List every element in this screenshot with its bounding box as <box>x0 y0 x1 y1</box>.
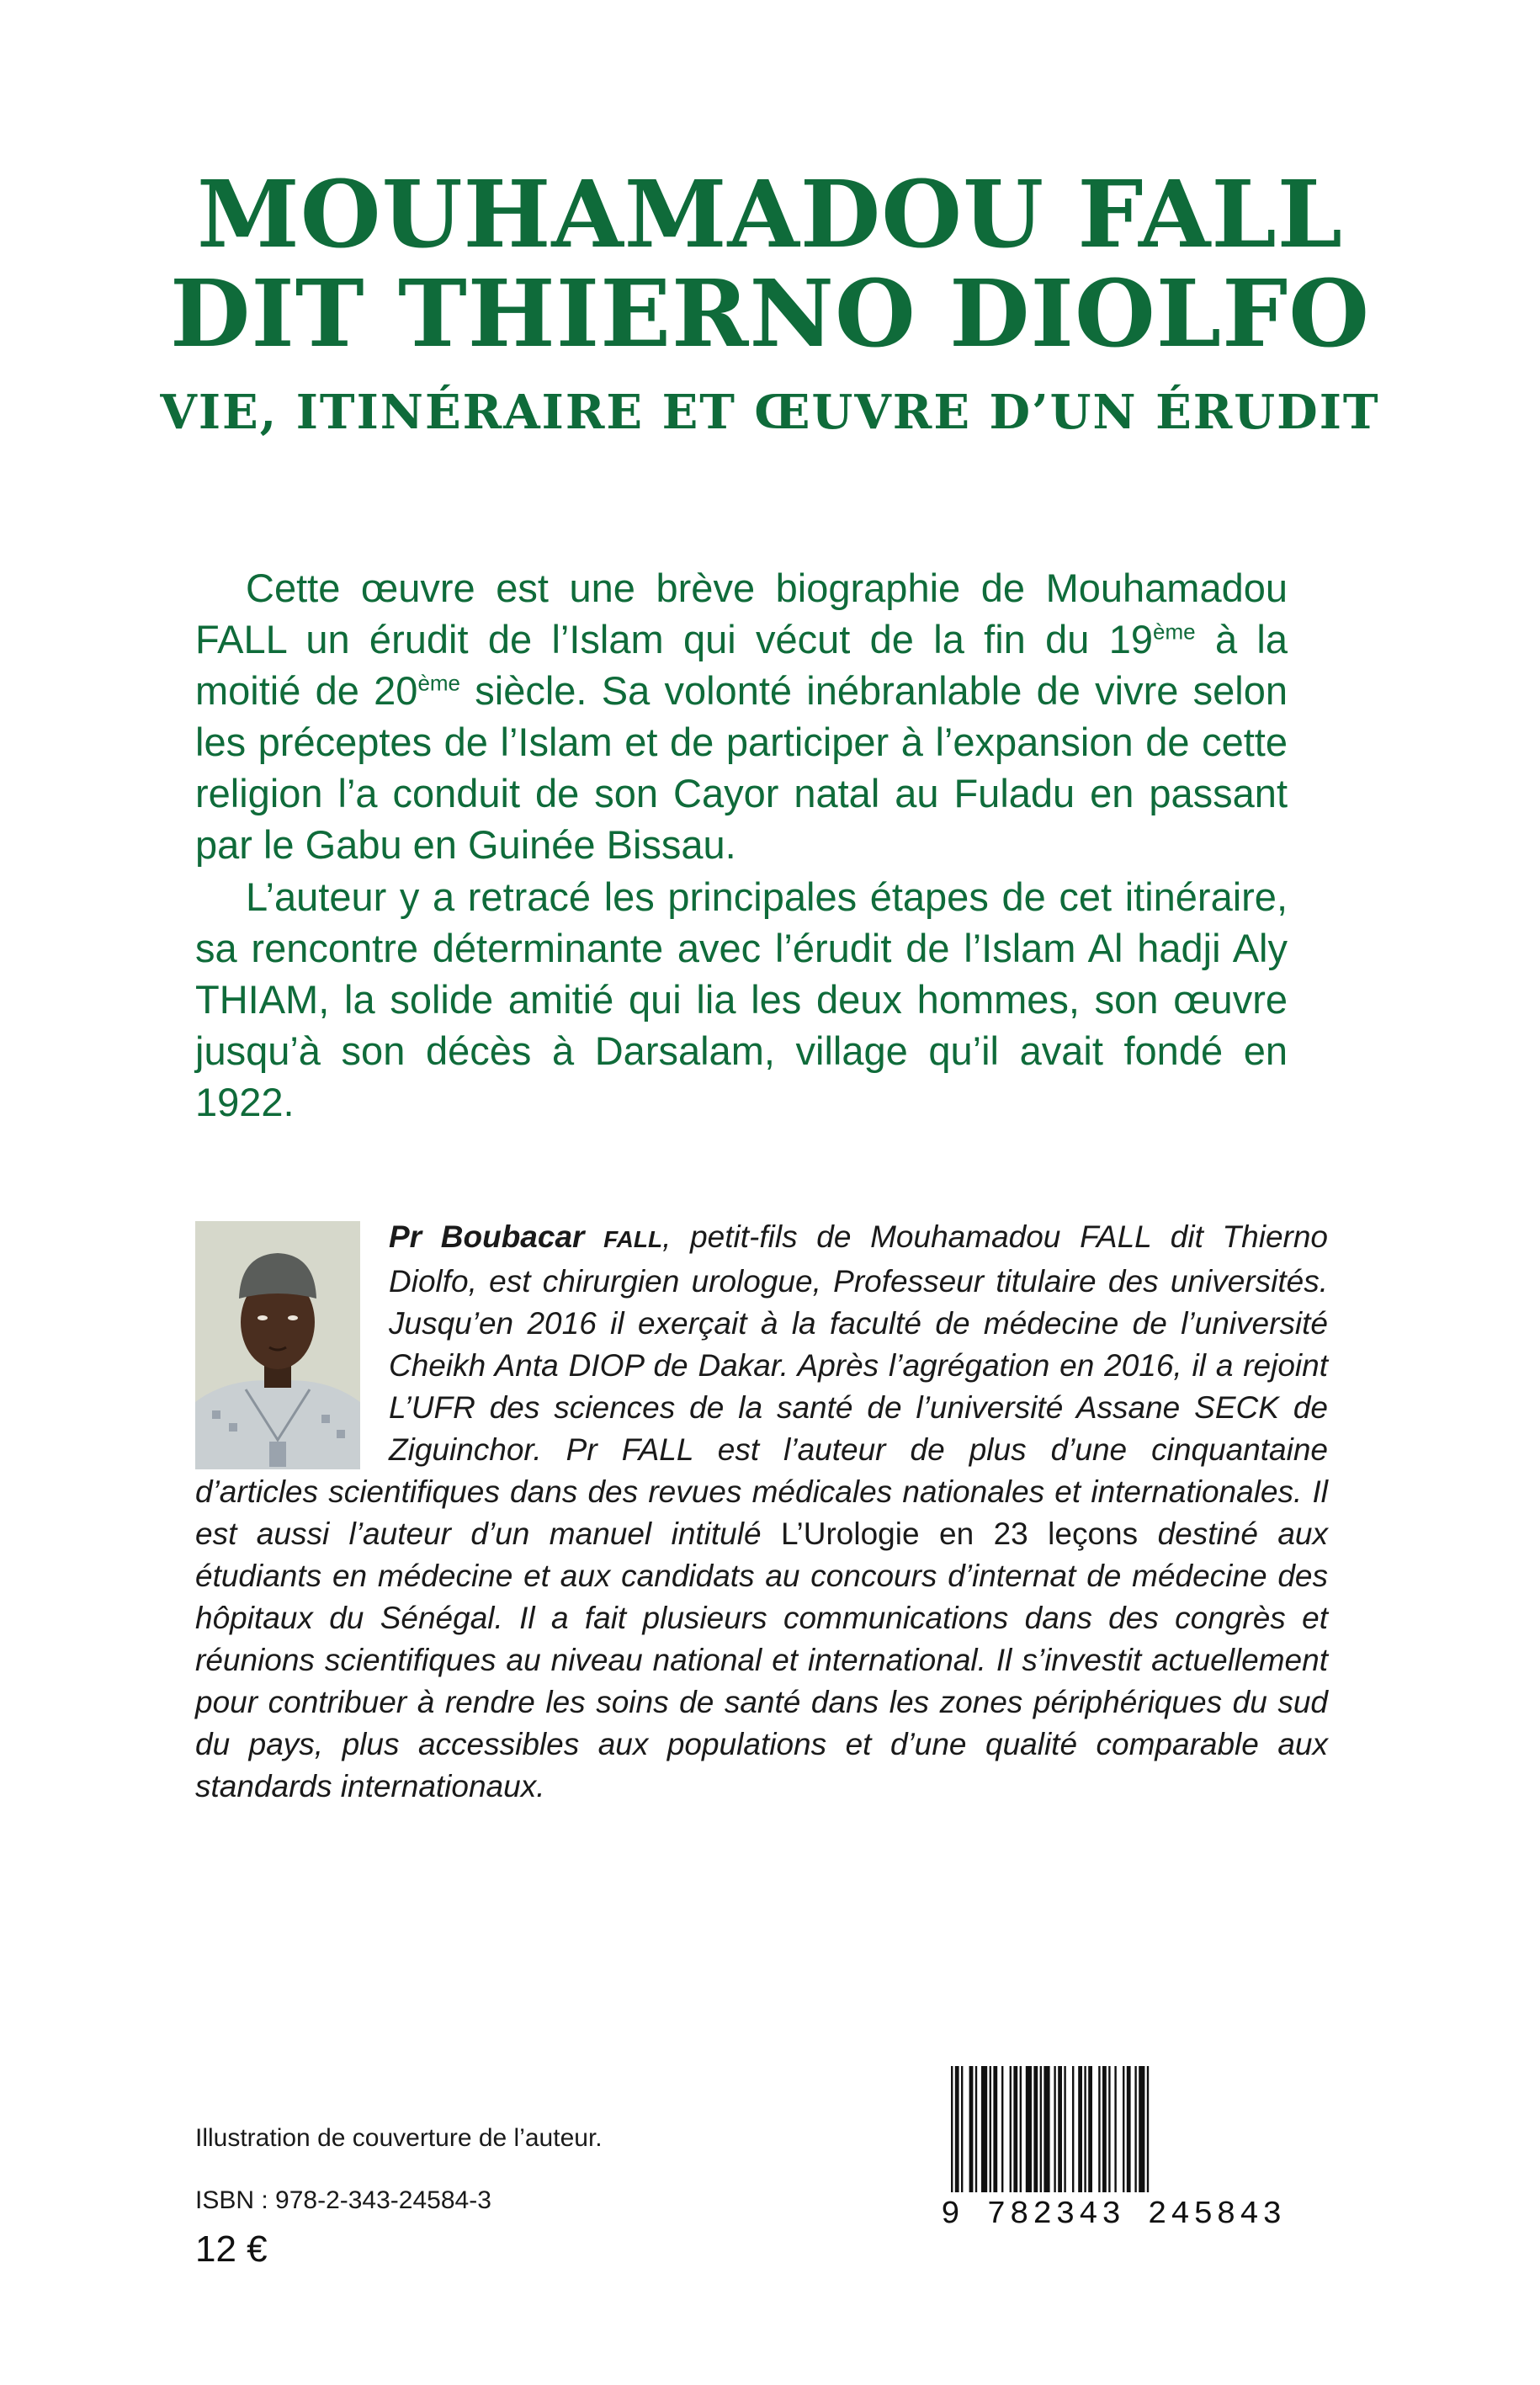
book-title: L’Urologie en 23 leçons <box>781 1517 1139 1551</box>
summary-paragraph-2: L’auteur y a retracé les principales étapes de cet itinéraire, sa rencontre déterminante avec l’érudit de l’Islam Al hadji Aly THIAM, la solide amitié qui lia les deux hommes, son œuvre jusqu’à son décès à Darsalam, village qu’il avait fondé en 1922. <box>195 874 1288 1124</box>
title-line-2: DIT THIERNO DIOLFO <box>169 259 1371 368</box>
title-line-1: MOUHAMADOU FALL <box>196 160 1344 268</box>
subtitle: VIE, ITINÉRAIRE ET ŒUVRE D’UN ÉRUDIT <box>160 385 1380 440</box>
cover-illustration-credit: Illustration de couverture de l’auteur. <box>195 2124 603 2152</box>
summary-paragraph-1: Cette œuvre est une brève biographie de Mouhamadou FALL un érudit de l’Islam qui vécut de la fin du 19ème à la moitié de 20ème siècle. Sa volonté inébranlable de vivre selon les préceptes de l’Islam et de participer à l’expansion de cette religion l’a conduit de son Cayor natal au Fuladu en passant par le Gabu en Guinée Bissau. <box>195 566 1288 867</box>
price: 12 € <box>195 2228 268 2270</box>
isbn: ISBN : 978-2-343-24584-3 <box>195 2186 491 2214</box>
author-bio: Pr Boubacar FALL, petit-fils de Mouhamadou FALL dit Thierno Diolfo, est chirurgien urologue, Professeur titulaire des universités. Jusqu’en 2016 il exerçait à la faculté de médecine de l’université Cheikh Anta DIOP de Dakar. Après l’agrégation en 2016, il a rejoint L’UFR des sciences de la santé de l’université Assane SECK de Ziguinchor. Pr FALL est l’auteur de plus d’une cinquantaine d’articles scientifiques dans des revues médicales nationales et internationales. Il est aussi l’auteur d’un manuel intitulé L’Urologie en 23 leçons destiné aux étudiants en médecine et aux candidats au concours d’internat de médecine des hôpitaux du Sénégal. Il a fait plusieurs communications dans des congrès et réunions scientifiques au niveau national et international. Il s’investit actuellement pour contribuer à rendre les soins de santé dans les zones périphériques du sud du pays, plus accessibles aux populations et d’une qualité comparable aux standards internationaux. <box>195 1219 1329 1803</box>
author-name: Pr Boubacar FALL <box>389 1219 663 1254</box>
barcode-number: 9 782343 245843 <box>941 2196 1286 2233</box>
